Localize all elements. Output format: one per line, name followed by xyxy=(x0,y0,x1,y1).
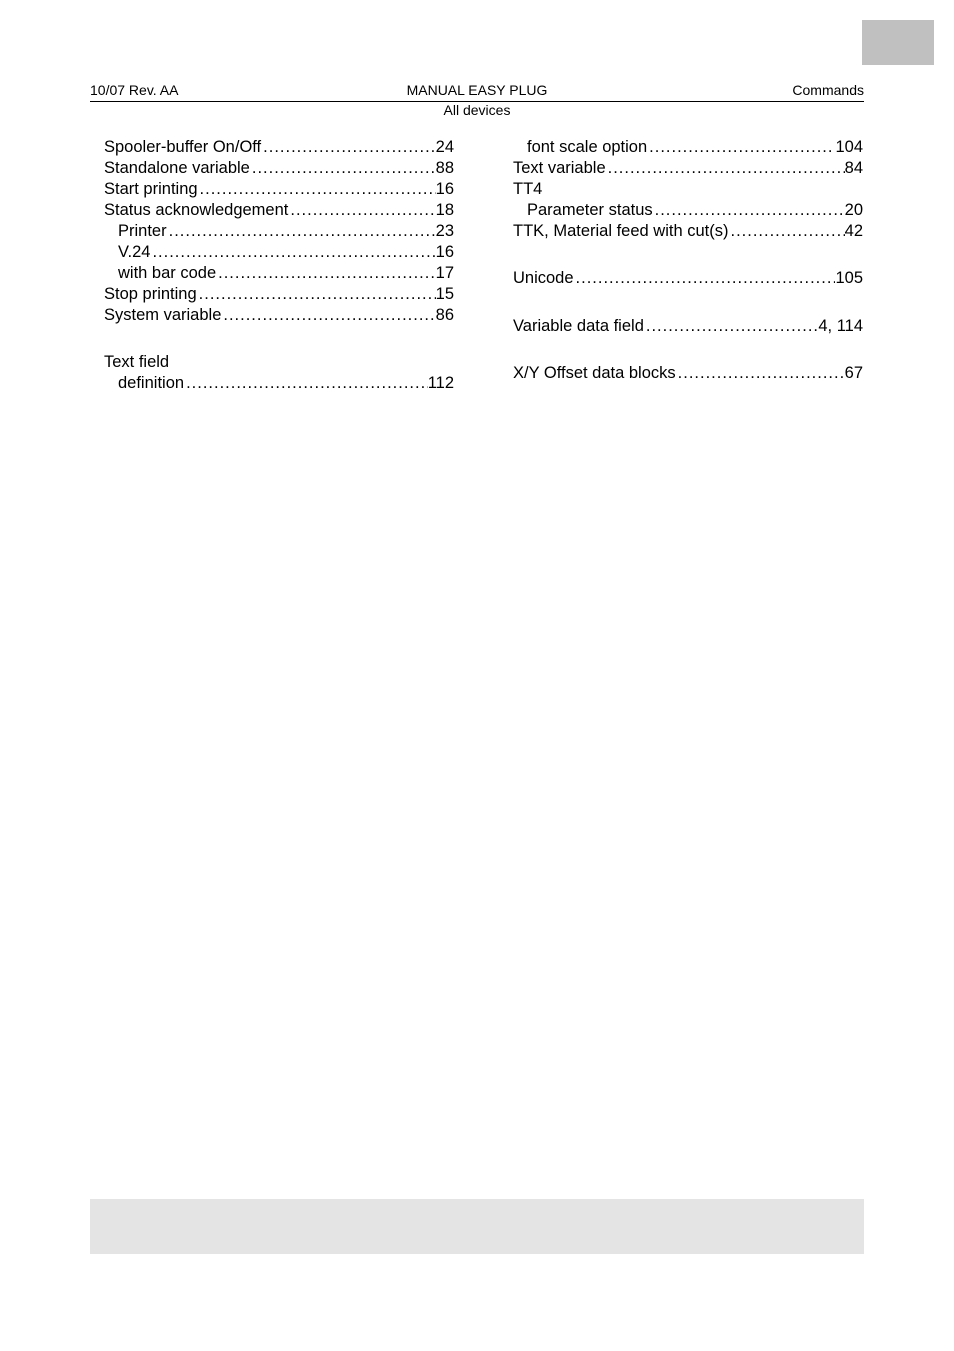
leader-dots xyxy=(167,221,436,242)
index-term: Standalone variable xyxy=(104,159,250,177)
corner-tab xyxy=(862,20,934,65)
index-term: Printer xyxy=(118,222,167,240)
index-subentry xyxy=(527,137,863,158)
index-term: Variable data field xyxy=(513,317,644,335)
leader-dots xyxy=(197,284,436,305)
header-section: Commands xyxy=(792,82,864,98)
footer-box xyxy=(90,1199,864,1254)
index-page: 16 xyxy=(435,180,454,198)
header-subtitle: All devices xyxy=(443,102,511,118)
index-page: 86 xyxy=(435,306,454,324)
leader-dots xyxy=(198,179,436,200)
leader-dots xyxy=(728,221,844,242)
index-entry xyxy=(104,200,454,221)
index-page: 104 xyxy=(835,138,863,156)
index-term: with bar code xyxy=(118,264,217,282)
index-subentry xyxy=(527,200,863,221)
index-heading xyxy=(513,179,863,200)
index-term: Stop printing xyxy=(104,285,197,303)
index-page: 42 xyxy=(844,222,863,240)
index-term: Start printing xyxy=(104,180,198,198)
leader-dots xyxy=(150,242,435,263)
index-term: Text field xyxy=(104,353,170,371)
index-page: 18 xyxy=(435,201,454,219)
index-subentry xyxy=(118,263,454,284)
index-entry xyxy=(104,179,454,200)
index-page: 112 xyxy=(427,374,454,392)
leader-dots xyxy=(221,305,435,326)
index-term: Text variable xyxy=(513,159,606,177)
index-page: 16 xyxy=(435,243,454,261)
leader-dots xyxy=(606,158,845,179)
index-page: 24 xyxy=(435,138,454,156)
index-subentry xyxy=(118,221,454,242)
header-revision: 10/07 Rev. AA xyxy=(90,82,179,98)
index-entry xyxy=(513,363,863,384)
index-entry xyxy=(513,316,863,337)
index-entry xyxy=(513,158,863,179)
index-term: Status acknowledgement xyxy=(104,201,289,219)
index-heading xyxy=(104,352,454,373)
index-subentry xyxy=(118,242,454,263)
index-page: 15 xyxy=(435,285,454,303)
index-term: TT4 xyxy=(513,180,543,198)
index-term: TTK, Material feed with cut(s) xyxy=(513,222,729,240)
index-page: 84 xyxy=(844,159,863,177)
index-term: Parameter status xyxy=(527,201,653,219)
index-term: Spooler-buffer On/Off xyxy=(104,138,262,156)
leader-dots xyxy=(216,263,436,284)
leader-dots xyxy=(644,316,818,337)
index-entry xyxy=(104,158,454,179)
index-term: X/Y Offset data blocks xyxy=(513,364,676,382)
leader-dots xyxy=(261,137,435,158)
leader-dots xyxy=(288,200,435,221)
leader-dots xyxy=(647,137,835,158)
index-term: Unicode xyxy=(513,269,574,287)
leader-dots xyxy=(653,200,845,221)
leader-dots xyxy=(574,268,836,289)
index-entry xyxy=(104,305,454,326)
index-page: 17 xyxy=(435,264,454,282)
index-entry xyxy=(104,284,454,305)
index-term: System variable xyxy=(104,306,222,324)
page-header xyxy=(90,81,864,102)
index-page: 105 xyxy=(835,269,863,287)
index-entry xyxy=(513,268,863,289)
header-title: MANUAL EASY PLUG xyxy=(406,82,548,98)
index-page: 23 xyxy=(435,222,454,240)
index-term: V.24 xyxy=(118,243,151,261)
index-entry xyxy=(104,137,454,158)
index-page: 67 xyxy=(844,364,863,382)
index-page: 20 xyxy=(844,201,863,219)
index-term: font scale option xyxy=(527,138,648,156)
leader-dots xyxy=(184,373,428,394)
leader-dots xyxy=(676,363,845,384)
index-subentry xyxy=(118,373,454,394)
index-term: definition xyxy=(118,374,185,392)
index-entry xyxy=(513,221,863,242)
index-page: 4, 114 xyxy=(818,317,863,335)
leader-dots xyxy=(250,158,436,179)
index-page: 88 xyxy=(435,159,454,177)
